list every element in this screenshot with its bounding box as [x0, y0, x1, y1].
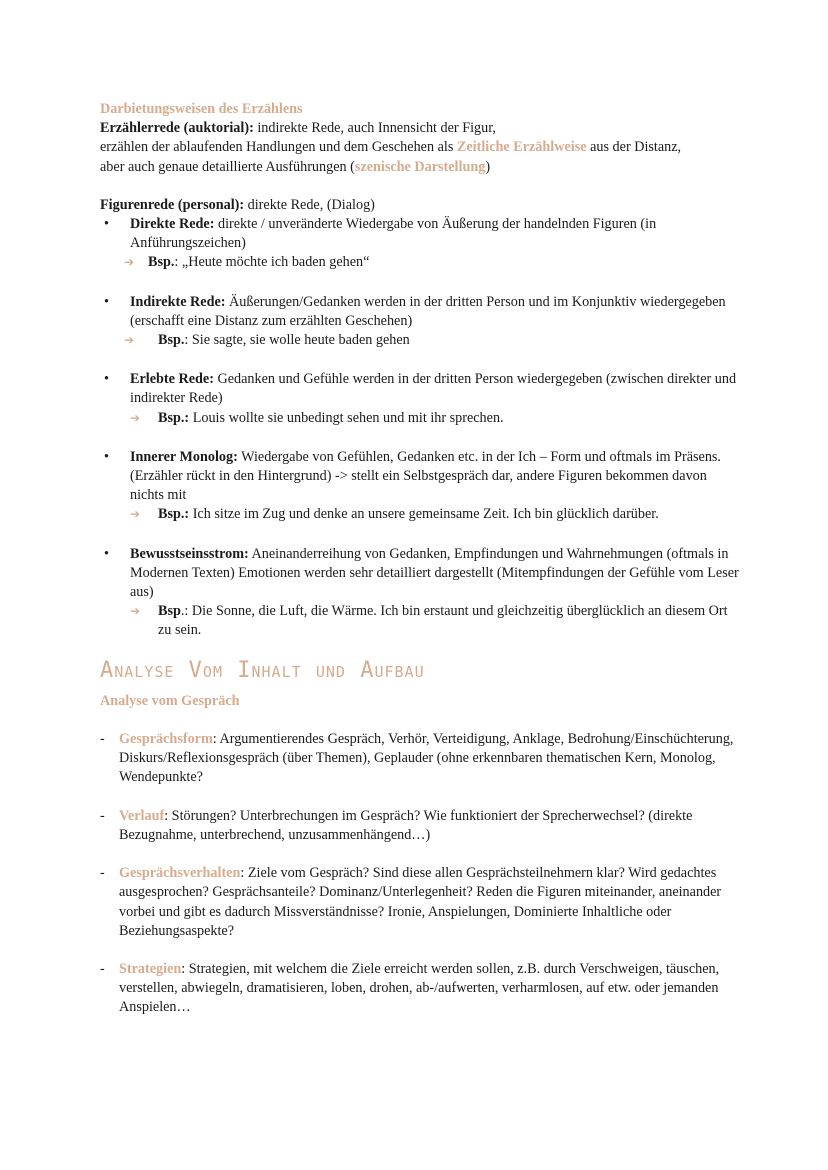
arrow-right-icon: ➔ [124, 255, 135, 270]
section-heading-darbietungsweisen: Darbietungsweisen des Erzählens [100, 101, 303, 117]
arrow-right-icon: ➔ [124, 333, 135, 348]
example-line [130, 602, 740, 640]
item-label: Verlauf [119, 807, 165, 824]
item-text: : Argumentierendes Gespräch, Verhör, Verteidigung, Anklage, Bedrohung/Einschüchterung, Diskurs/Reflexionsgespräch (über Themen), Geplauder (ohne erkennbaren thematischen Kern, Monolog, Wendepunkte? [119, 731, 734, 786]
erzaehlerrede-paragraph [100, 119, 740, 177]
figurenrede-label: Figurenrede (personal): [100, 196, 245, 213]
item-text: : Strategien, mit welchem die Ziele erreicht werden sollen, z.B. durch Verschweigen, täuschen, verstellen, abwiegeln, dramatisieren, loben, drohen, ab-/aufwerten, verharmlosen, auf etw. oder jemanden Anspielen… [119, 960, 720, 1016]
list-item-erlebte-rede [100, 370, 740, 428]
example-line [124, 253, 740, 272]
list-item-strategien [100, 960, 740, 1018]
list-item-gespraechsverhalten [100, 864, 740, 941]
item-label: Direkte Rede: [130, 216, 215, 233]
erzaehlerrede-text-3: aus der Distanz, [586, 139, 682, 156]
item-text: direkte / unveränderte Wiedergabe von Äußerung der handelnden Figuren (in Anführungszeichen) [130, 216, 657, 252]
section-heading-analyse: Analyse Vom Inhalt und Aufbau [100, 657, 425, 683]
list-item-innerer-monolog [100, 448, 740, 525]
example-line [130, 505, 740, 524]
item-text: Gedanken und Gefühle werden in der dritten Person wiedergegeben (zwischen direkter und indirekter Rede) [130, 371, 737, 407]
item-label: Indirekte Rede: [130, 293, 226, 310]
item-text: : Störungen? Unterbrechungen im Gespräch? Wie funktioniert der Sprecherwechsel? (direkte Bezugnahme, unterbrechend, unzusammenhängend…) [119, 807, 693, 843]
bullet-icon: • [104, 448, 109, 465]
list-item-indirekte-rede [100, 293, 740, 351]
example-text: : Sie sagte, sie wolle heute baden gehen [184, 332, 410, 349]
erzaehlerrede-text-4: aber auch genaue detaillierte Ausführungen ( [100, 158, 355, 175]
bullet-icon: • [104, 293, 109, 310]
bullet-icon: • [104, 545, 109, 562]
figurenrede-paragraph [100, 196, 740, 215]
bullet-icon: • [104, 216, 109, 233]
arrow-right-icon: ➔ [130, 410, 141, 425]
item-label: Strategien [119, 960, 182, 977]
arrow-right-icon: ➔ [130, 604, 141, 619]
item-label: Gesprächsverhalten [119, 865, 241, 882]
example-text: Louis wollte sie unbedingt sehen und mit ihr sprechen. [189, 409, 504, 426]
example-label: Bsp. [148, 254, 175, 271]
item-label: Innerer Monolog: [130, 448, 238, 465]
dash-marker: - [100, 865, 105, 882]
highlight-szenische-darstellung: szenische Darstellung [354, 158, 486, 175]
example-label: Bsp.: [158, 506, 190, 523]
example-text: .: Die Sonne, die Luft, die Wärme. Ich bin erstaunt und gleichzeitig überglücklich an diesem Ort zu sein. [158, 603, 728, 639]
item-text: : Ziele vom Gespräch? Sind diese allen Gesprächsteilnehmern klar? Wird gedachtes ausgesprochen? Gesprächsanteile? Dominanz/Unterlegenheit? Reden die Figuren miteinander, aneinander vorbei und gibt es dadurch Missverständnisse? Ironie, Anspielungen, Dominierte Inhaltliche oder Beziehungsaspekte? [119, 865, 722, 939]
item-label: Erlebte Rede: [130, 371, 214, 388]
list-item-gespraechsform [100, 730, 740, 788]
figurenrede-text: direkte Rede, (Dialog) [244, 196, 375, 213]
subheading-analyse-gespraech: Analyse vom Gespräch [100, 692, 240, 709]
example-text: Ich sitze im Zug und denke an unsere gemeinsame Zeit. Ich bin glücklich darüber. [189, 506, 659, 523]
example-label: Bsp. [158, 332, 185, 349]
arrow-right-icon: ➔ [130, 507, 141, 522]
list-item-direkte-rede [100, 215, 740, 273]
example-line [130, 409, 740, 428]
example-label: Bsp.: [158, 409, 190, 426]
item-label: Gesprächsform [119, 731, 213, 748]
item-label: Bewusstseinsstrom: [130, 545, 249, 562]
analyse-list [100, 730, 740, 1017]
example-text: : „Heute möchte ich baden gehen“ [174, 254, 370, 271]
erzaehlerrede-label: Erzählerrede (auktorial): [100, 120, 254, 137]
dash-marker: - [100, 731, 105, 748]
highlight-zeitliche-erzaehlweise: Zeitliche Erzählweise [456, 139, 587, 156]
item-text: Äußerungen/Gedanken werden in der dritten Person und im Konjunktiv wiedergegeben (erschafft eine Distanz zum erzählten Geschehen) [130, 293, 726, 329]
list-item-verlauf [100, 807, 740, 845]
erzaehlerrede-text-2: erzählen der ablaufenden Handlungen und dem Geschehen als [100, 139, 457, 156]
example-line [124, 331, 740, 350]
dash-marker: - [100, 807, 105, 824]
item-text: Wiedergabe von Gefühlen, Gedanken etc. in der Ich – Form und oftmals im Präsens. (Erzähler rückt in den Hintergrund) -> stellt ein Selbstgespräch dar, andere Figuren bekommen davon nichts mit [130, 448, 721, 504]
list-item-bewusstseinsstrom [100, 545, 740, 641]
bullet-icon: • [104, 371, 109, 388]
document-page [100, 100, 740, 1037]
redeformen-list [100, 215, 740, 641]
dash-marker: - [100, 960, 105, 977]
item-text: Aneinanderreihung von Gedanken, Empfindungen und Wahrnehmungen (oftmals in Modernen Texten) Emotionen werden sehr detailliert dargestellt (Mitempfindungen der Gefühle vom Leser aus) [130, 545, 739, 601]
erzaehlerrede-text-1: indirekte Rede, auch Innensicht der Figur, [253, 120, 496, 137]
example-label: Bsp [158, 603, 181, 620]
erzaehlerrede-text-5: ) [485, 158, 491, 175]
